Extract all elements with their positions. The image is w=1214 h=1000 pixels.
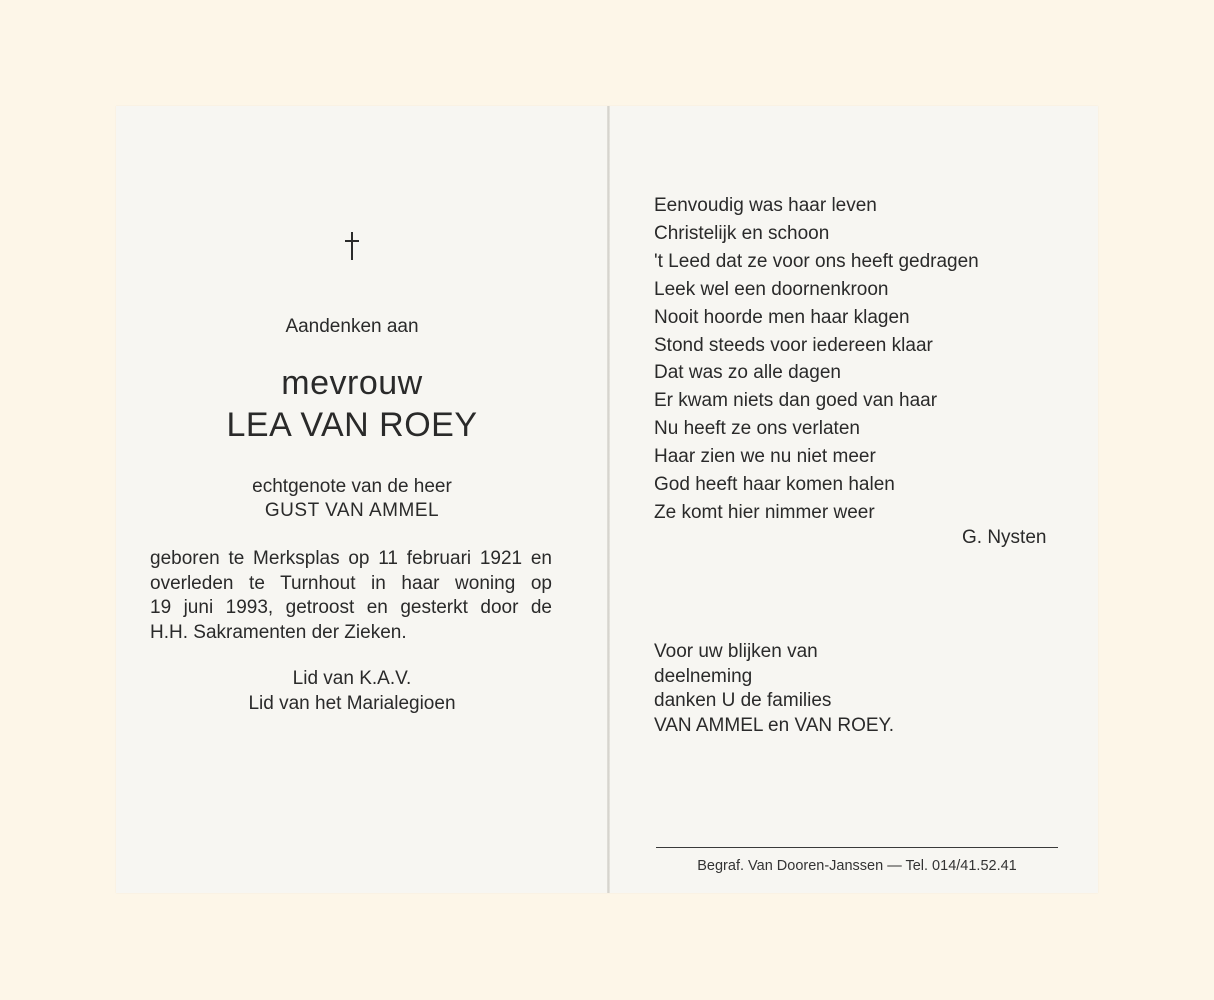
bio-line: overleden te Turnhout in haar woning op: [150, 572, 552, 594]
poem-line: Er kwam niets dan goed van haar: [654, 390, 938, 412]
divider-line: [656, 847, 1058, 848]
poem-line: Haar zien we nu niet meer: [654, 446, 876, 468]
poem-line: Christelijk en schoon: [654, 222, 830, 244]
membership-line: Lid van het Marialegioen: [248, 693, 456, 714]
thanks-message: [654, 640, 1054, 738]
right-panel: [610, 106, 1098, 893]
poem-line: Stond steeds voor iedereen klaar: [654, 334, 933, 356]
commemoration-text: Aandenken aan: [285, 316, 419, 337]
poem-line: 't Leed dat ze voor ons heeft gedragen: [654, 250, 979, 272]
printer-credit: Begraf. Van Dooren-Janssen — Tel. 014/41.52.41: [697, 858, 1017, 874]
poem: [654, 192, 1074, 527]
poem-author: G. Nysten: [962, 527, 1047, 548]
poem-line: Leek wel een doornenkroon: [654, 278, 889, 300]
poem-line: Dat was zo alle dagen: [654, 362, 841, 384]
thanks-line: deelneming: [654, 665, 753, 687]
poem-line: Eenvoudig was haar leven: [654, 195, 877, 216]
bio-line: geboren te Merksplas op 11 februari 1921 en: [150, 548, 552, 569]
thanks-line: danken U de families: [654, 690, 832, 711]
thanks-line: Voor uw blijken van: [654, 641, 818, 662]
bio-line: 19 juni 1993, getroost en gesterkt door de: [150, 597, 552, 618]
thanks-line: VAN AMMEL en VAN ROEY.: [654, 714, 895, 736]
membership-line: Lid van K.A.V.: [292, 668, 412, 689]
left-panel: [116, 106, 607, 893]
biography: [150, 547, 552, 645]
spouse-label: echtgenote van de heer: [252, 476, 452, 497]
poem-line: Ze komt hier nimmer weer: [654, 501, 875, 523]
memorial-card: [116, 106, 1098, 893]
poem-line: Nu heeft ze ons verlaten: [654, 418, 860, 440]
poem-line: God heeft haar komen halen: [654, 474, 895, 496]
bio-line: H.H. Sakramenten der Zieken.: [150, 621, 407, 643]
honorific-title: mevrouw: [281, 364, 423, 402]
cross-icon: [338, 232, 368, 262]
deceased-name: LEA VAN ROEY: [226, 406, 478, 444]
spouse-name: GUST VAN AMMEL: [264, 500, 440, 521]
poem-line: Nooit hoorde men haar klagen: [654, 306, 910, 328]
